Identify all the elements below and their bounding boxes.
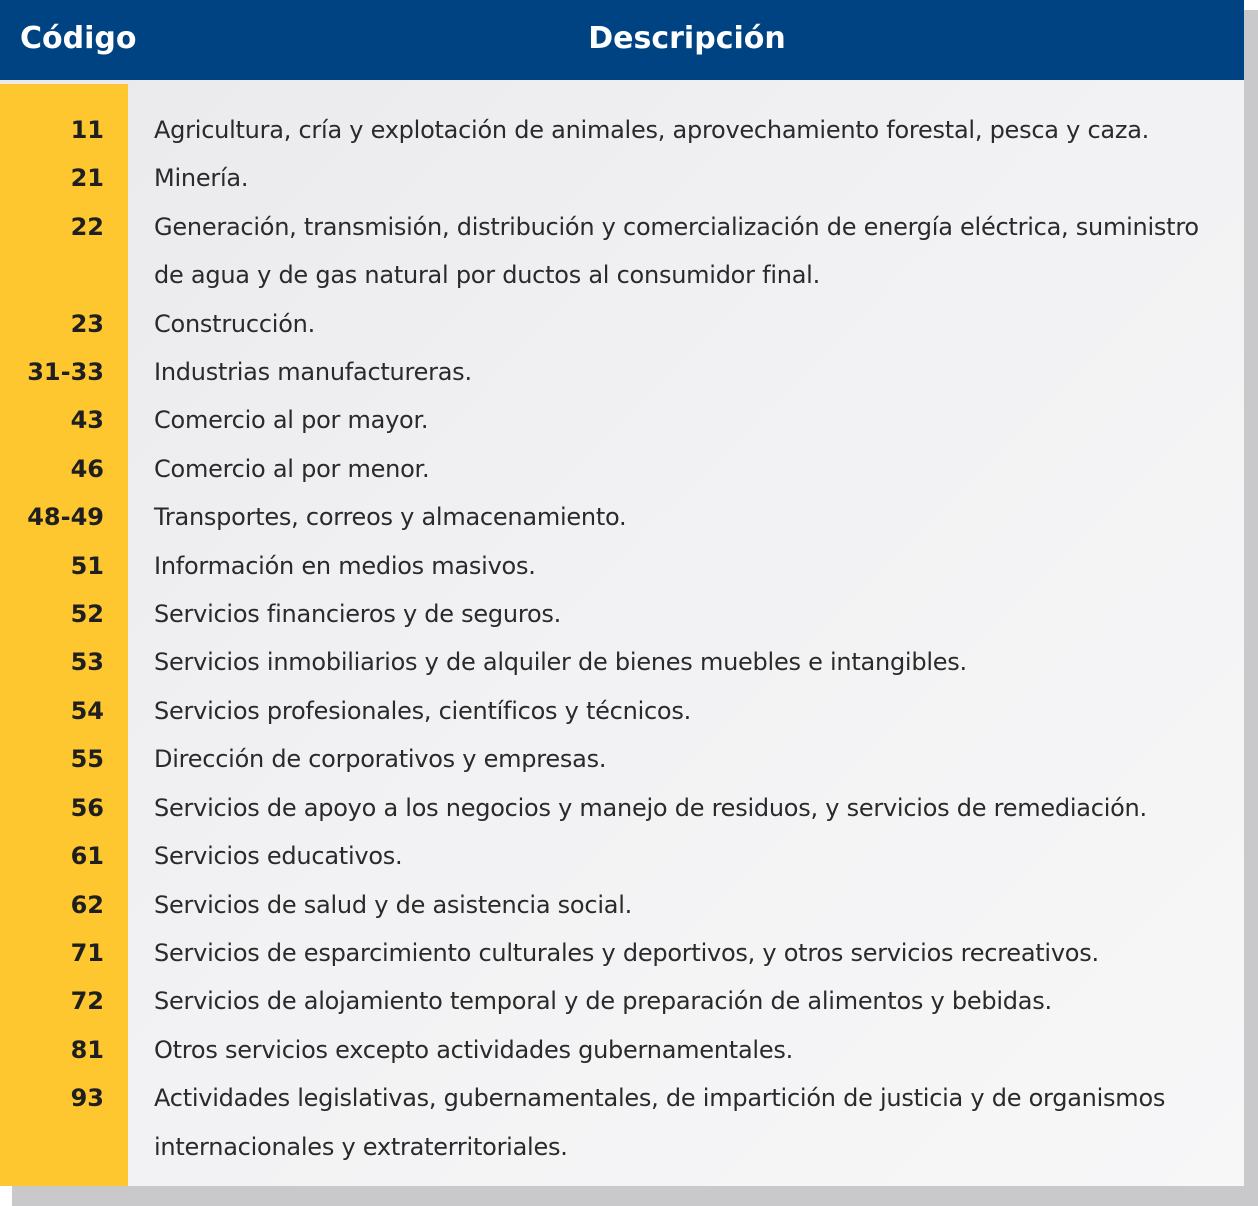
table-row bbox=[0, 1074, 1244, 1171]
table-row bbox=[0, 542, 1244, 590]
row-code: 31-33 bbox=[27, 358, 104, 387]
table-row bbox=[0, 638, 1244, 686]
table-row bbox=[0, 832, 1244, 880]
row-description: Comercio al por menor. bbox=[154, 454, 430, 483]
row-description: Servicios financieros y de seguros. bbox=[154, 600, 562, 629]
row-code: 62 bbox=[70, 890, 104, 919]
table-row bbox=[0, 300, 1244, 348]
row-code: 56 bbox=[70, 793, 104, 822]
row-code: 43 bbox=[70, 406, 104, 435]
row-description: Minería. bbox=[154, 164, 249, 193]
row-description: Actividades legislativas, gubernamentales, de impartición de justicia y de organismos internacionales y extraterritoriales. bbox=[154, 1084, 1166, 1161]
row-description: Servicios de salud y de asistencia social. bbox=[154, 890, 632, 919]
row-description: Información en medios masivos. bbox=[154, 551, 536, 580]
row-code: 21 bbox=[70, 164, 104, 193]
table-row bbox=[0, 154, 1244, 202]
table-body bbox=[0, 106, 1244, 1171]
table-row bbox=[0, 590, 1244, 638]
row-code: 51 bbox=[70, 551, 104, 580]
row-code: 23 bbox=[70, 309, 104, 338]
row-code: 71 bbox=[70, 938, 104, 967]
table-row bbox=[0, 106, 1244, 154]
header-description-label: Descripción bbox=[588, 21, 786, 56]
table-row bbox=[0, 881, 1244, 929]
row-description: Servicios de alojamiento temporal y de preparación de alimentos y bebidas. bbox=[154, 987, 1052, 1016]
row-description: Transportes, correos y almacenamiento. bbox=[154, 503, 627, 532]
row-description: Industrias manufactureras. bbox=[154, 358, 472, 387]
table-row bbox=[0, 735, 1244, 783]
table-row bbox=[0, 687, 1244, 735]
row-code: 93 bbox=[70, 1084, 104, 1113]
row-description: Servicios educativos. bbox=[154, 842, 403, 871]
row-code: 22 bbox=[70, 212, 104, 241]
table-header bbox=[0, 0, 1244, 80]
row-code: 55 bbox=[70, 745, 104, 774]
row-description: Construcción. bbox=[154, 309, 315, 338]
table-row bbox=[0, 929, 1244, 977]
table-row bbox=[0, 348, 1244, 396]
table-row bbox=[0, 1026, 1244, 1074]
header-code-label: Código bbox=[20, 21, 137, 56]
row-description: Servicios inmobiliarios y de alquiler de bienes muebles e intangibles. bbox=[154, 648, 967, 677]
row-code: 61 bbox=[70, 842, 104, 871]
row-description: Dirección de corporativos y empresas. bbox=[154, 745, 607, 774]
row-description: Generación, transmisión, distribución y comercialización de energía eléctrica, suministro de agua y de gas natural por ductos al consumidor final. bbox=[154, 212, 1199, 290]
row-code: 81 bbox=[70, 1035, 104, 1064]
row-description: Servicios de esparcimiento culturales y deportivos, y otros servicios recreativos. bbox=[154, 938, 1099, 967]
row-code: 11 bbox=[70, 116, 104, 144]
row-code: 72 bbox=[70, 987, 104, 1016]
table-row bbox=[0, 784, 1244, 832]
row-description: Agricultura, cría y explotación de animales, aprovechamiento forestal, pesca y caza. bbox=[154, 116, 1150, 144]
row-code: 52 bbox=[70, 600, 104, 629]
table-row bbox=[0, 493, 1244, 541]
row-code: 54 bbox=[70, 696, 104, 725]
row-description: Servicios de apoyo a los negocios y manejo de residuos, y servicios de remediación. bbox=[154, 793, 1147, 822]
table-row bbox=[0, 445, 1244, 493]
table-row bbox=[0, 977, 1244, 1025]
row-code: 53 bbox=[70, 648, 104, 677]
row-description: Otros servicios excepto actividades gubernamentales. bbox=[154, 1035, 793, 1064]
row-code: 48-49 bbox=[27, 503, 104, 532]
table-row bbox=[0, 203, 1244, 300]
row-description: Comercio al por mayor. bbox=[154, 406, 429, 435]
row-description: Servicios profesionales, científicos y técnicos. bbox=[154, 696, 691, 725]
row-code: 46 bbox=[70, 454, 104, 483]
table-row bbox=[0, 396, 1244, 444]
